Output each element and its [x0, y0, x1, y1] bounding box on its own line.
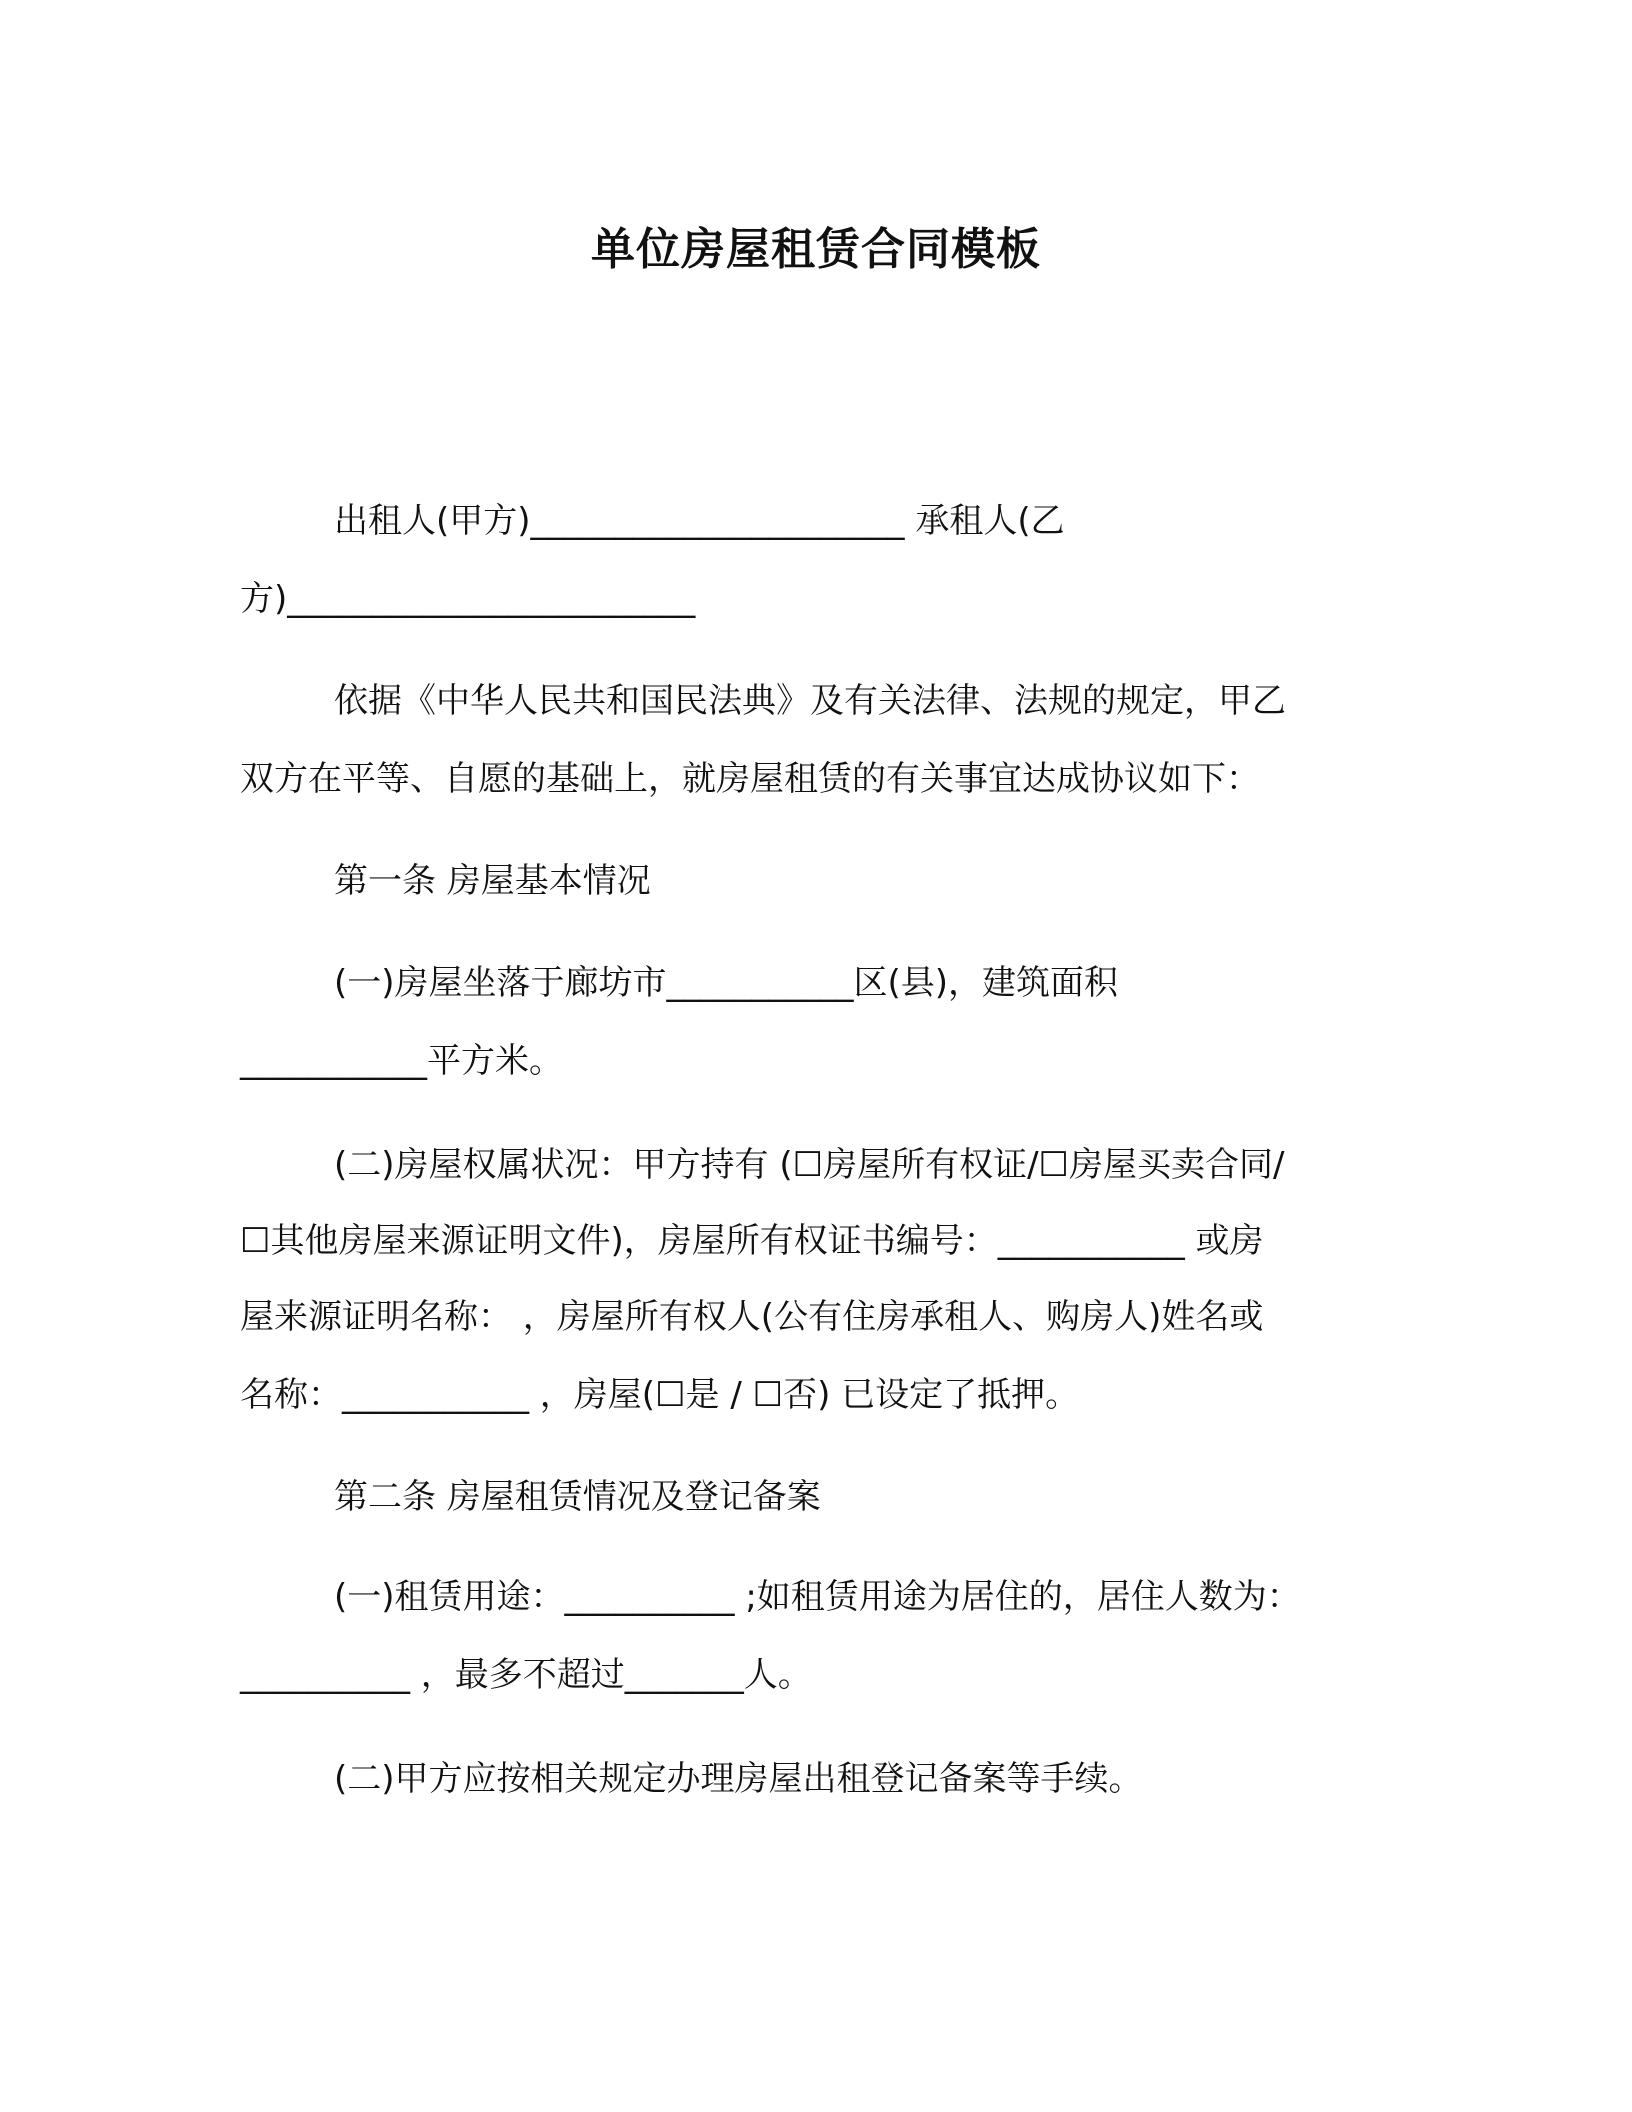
party-b-line: 方)________________________: [240, 579, 696, 619]
article-2-clause-1-line-2: __________ ，最多不超过_______人。: [240, 1655, 812, 1695]
document-title: 单位房屋租赁合同模板: [591, 224, 1041, 275]
preamble-line-2: 双方在平等、自愿的基础上，就房屋租赁的有关事宜达成协议如下：: [240, 759, 1260, 799]
article-2-clause-1-line-1: (一)租赁用途：__________ ;如租赁用途为居住的，居住人数为：: [334, 1577, 1301, 1617]
article-2-heading: 第二条 房屋租赁情况及登记备案: [334, 1477, 821, 1517]
article-1-clause-2-line-1: (二)房屋权属状况：甲方持有 (☐房屋所有权证/☐房屋买卖合同/: [334, 1145, 1285, 1185]
article-1-clause-1-line-1: (一)房屋坐落于廊坊市___________区(县)，建筑面积: [334, 963, 1119, 1003]
article-1-heading: 第一条 房屋基本情况: [334, 861, 651, 901]
article-2-clause-2-line-1: (二)甲方应按相关规定办理房屋出租登记备案等手续。: [334, 1759, 1143, 1799]
article-1-clause-2-line-4: 名称：___________ ，房屋(☐是 / ☐否) 已设定了抵押。: [240, 1375, 1080, 1415]
article-1-clause-1-line-2: ___________平方米。: [240, 1041, 563, 1081]
preamble-line-1: 依据《中华人民共和国民法典》及有关法律、法规的规定，甲乙: [334, 681, 1286, 721]
article-1-clause-2-line-3: 屋来源证明名称： ，房屋所有权人(公有住房承租人、购房人)姓名或: [240, 1297, 1264, 1337]
party-a-line: 出租人(甲方)______________________ 承租人(乙: [334, 501, 1065, 541]
article-1-clause-2-line-2: ☐其他房屋来源证明文件)，房屋所有权证书编号：___________ 或房: [240, 1221, 1264, 1261]
